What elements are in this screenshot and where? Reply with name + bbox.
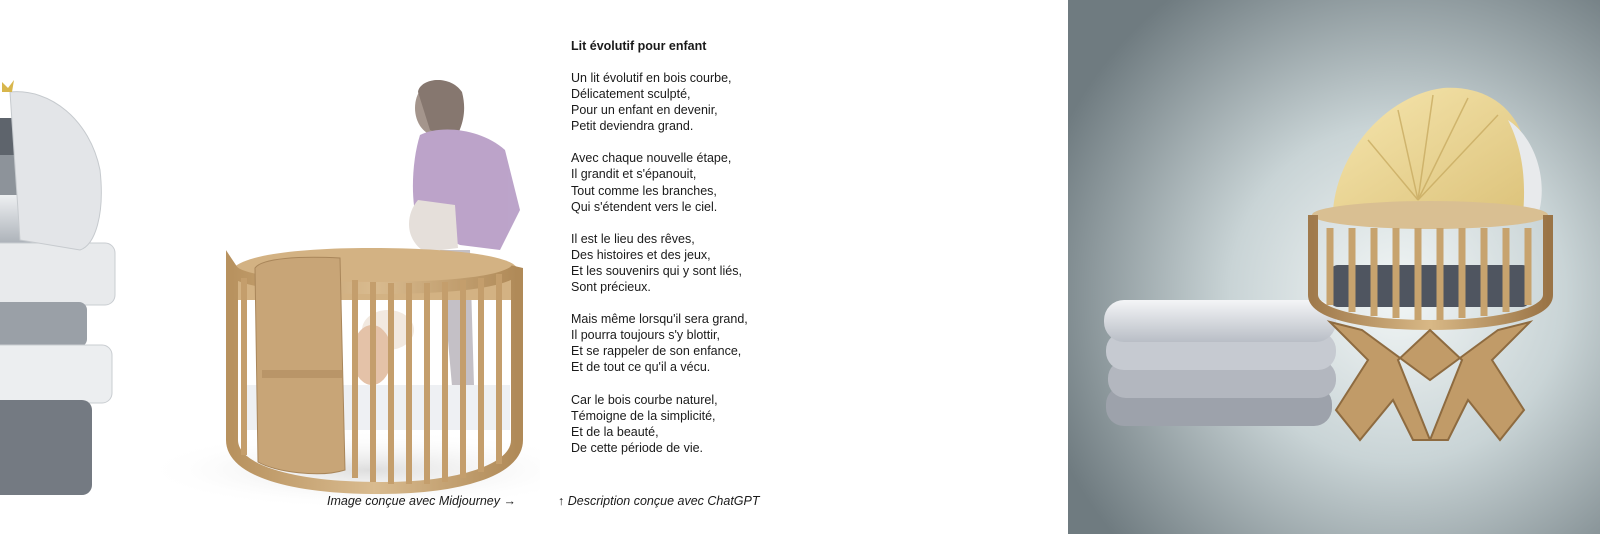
caption-chatgpt <box>558 494 760 508</box>
poem-line: Il est le lieu des rêves, <box>571 231 695 246</box>
poem-line: Tout comme les branches, <box>571 183 717 198</box>
poem-line: Et se rappeler de son enfance, <box>571 344 742 359</box>
poem-line: Pour un enfant en devenir, <box>571 103 718 118</box>
poem-line: Délicatement sculpté, <box>571 87 691 102</box>
right-page-image <box>1068 0 1600 534</box>
caption-text: Description conçue avec ChatGPT <box>567 494 760 508</box>
poem-line: Petit deviendra grand. <box>571 119 694 134</box>
crib-on-stand-render <box>1068 0 1600 534</box>
poem-stanza <box>571 231 831 295</box>
poem-line: Il grandit et s'épanouit, <box>571 167 697 182</box>
arrow-right-icon: → <box>503 494 516 508</box>
poem-line: Témoigne de la simplicité, <box>571 408 716 423</box>
poem-stanza <box>571 150 831 214</box>
arrow-up-icon: ↑ <box>558 494 565 508</box>
poem-title: Lit évolutif pour enfant <box>571 39 707 53</box>
poem-block <box>571 38 831 472</box>
poem-stanza <box>571 392 831 456</box>
caption-midjourney <box>327 494 516 508</box>
mattress-stack <box>0 80 115 495</box>
cushion-stack <box>1104 300 1336 426</box>
caption-text: Image conçue avec Midjourney <box>327 494 501 508</box>
poem-line: Et de la beauté, <box>571 424 659 439</box>
poem-line: Mais même lorsqu'il sera grand, <box>571 312 748 327</box>
poem-line: Il pourra toujours s'y blottir, <box>571 328 720 343</box>
poem-stanza <box>571 311 831 375</box>
poem-line: Car le bois courbe naturel, <box>571 392 718 407</box>
crib-with-pregnant-woman-illustration <box>0 0 540 534</box>
poem-line: De cette période de vie. <box>571 440 704 455</box>
poem-line: Et les souvenirs qui y sont liés, <box>571 263 742 278</box>
poem-line: Et de tout ce qu'il a vécu. <box>571 360 711 375</box>
poem-line: Un lit évolutif en bois courbe, <box>571 71 732 85</box>
poem-line: Des histoires et des jeux, <box>571 247 711 262</box>
poem-line: Avec chaque nouvelle étape, <box>571 151 732 166</box>
poem-line: Qui s'étendent vers le ciel. <box>571 199 718 214</box>
poem-stanza <box>571 70 831 134</box>
poem-line: Sont précieux. <box>571 280 651 295</box>
